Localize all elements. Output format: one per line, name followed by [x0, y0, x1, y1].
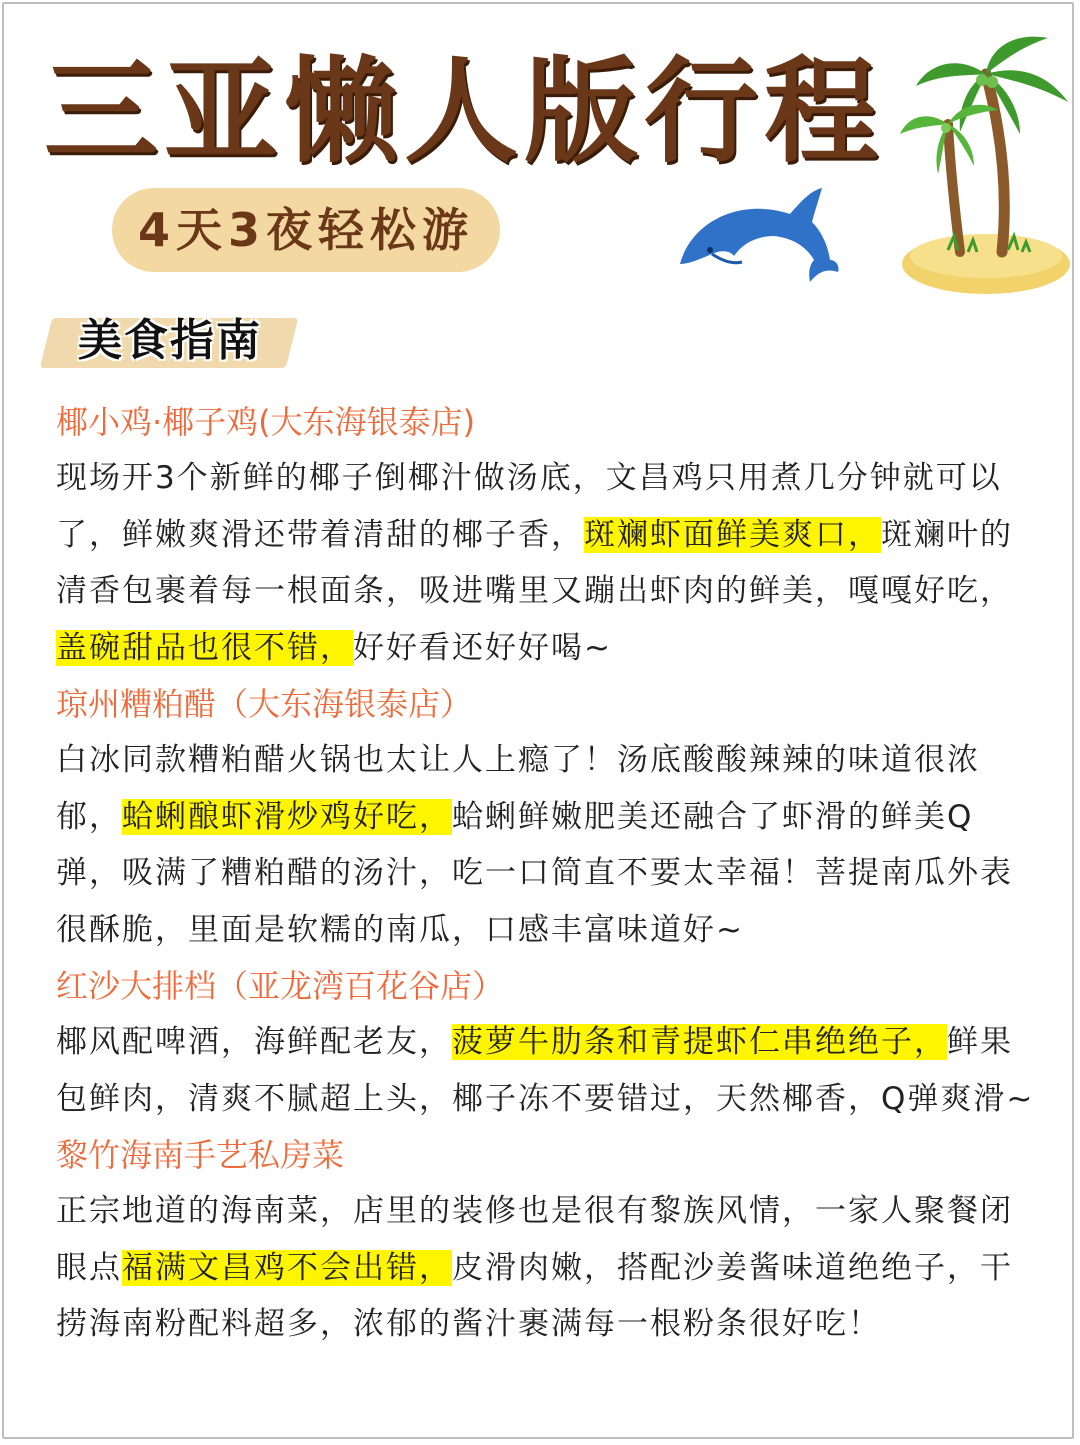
restaurant-description: [56, 1014, 1036, 1127]
description-text: 椰风配啤酒，海鲜配老友，: [56, 1024, 452, 1060]
page-subtitle: 4天3夜轻松游: [137, 203, 474, 257]
restaurant-name: 椰小鸡·椰子鸡(大东海银泰店): [56, 403, 476, 441]
description-text: 正宗地道的海南菜，店里的装修也是很有黎族风情，一家人聚餐闭眼点: [56, 1193, 1013, 1286]
description-text: 好好看还好好喝~: [353, 629, 612, 666]
highlighted-text: 盖碗甜品也很不错，: [56, 629, 353, 666]
description-text: 皮滑肉嫩，搭配沙姜酱味道绝绝子，干捞海南粉配料超多，浓郁的酱汁裹满每一根粉条很好吃！: [56, 1249, 1013, 1342]
description-text: 白冰同款糟粕醋火锅也太让人上瘾了！汤底酸酸辣辣的味道很浓郁，: [56, 742, 980, 835]
palm-island-icon: [898, 24, 1074, 300]
description-text: 鲜果包鲜肉，清爽不腻超上头，椰子冻不要错过，天然椰香，Q弹爽滑~: [56, 1024, 1035, 1117]
description-text: 现场开3个新鲜的椰子倒椰汁做汤底，文昌鸡只用煮几分钟就可以了，鲜嫩爽滑还带着清甜的椰子香，: [56, 460, 1002, 553]
restaurant-name: 黎竹海南手艺私房菜: [56, 1136, 345, 1174]
section-label: 美食指南: [78, 315, 262, 366]
highlighted-text: 福满文昌鸡不会出错，: [122, 1249, 452, 1286]
subtitle-pill: [112, 188, 500, 272]
restaurant-list: [56, 394, 1036, 1353]
restaurant-description: [56, 732, 1036, 958]
restaurant-name: 琼州糟粕醋（大东海银泰店）: [56, 685, 473, 723]
highlighted-text: 蛤蜊酿虾滑炒鸡好吃，: [122, 798, 452, 835]
highlighted-text: 斑斓虾面鲜美爽口，: [584, 516, 881, 553]
restaurant-description: [56, 450, 1036, 676]
page-title: 三亚懒人版行程: [44, 45, 885, 178]
restaurant-name: 红沙大排档（亚龙湾百花谷店）: [56, 967, 505, 1005]
description-text: 蛤蜊鲜嫩肥美还融合了虾滑的鲜美Q弹，吸满了糟粕醋的汤汁，吃一口简直不要太幸福！菩提南瓜外表很酥脆，里面是软糯的南瓜，口感丰富味道好~: [56, 798, 1013, 948]
section-tag: [46, 310, 292, 372]
description-text: 斑斓叶的清香包裹着每一根面条，吸进嘴里又蹦出虾肉的鲜美，嘎嘎好吃，: [56, 516, 1013, 609]
dolphin-icon: [672, 180, 842, 292]
highlighted-text: 菠萝牛肋条和青提虾仁串绝绝子，: [452, 1024, 947, 1060]
restaurant-description: [56, 1183, 1036, 1353]
